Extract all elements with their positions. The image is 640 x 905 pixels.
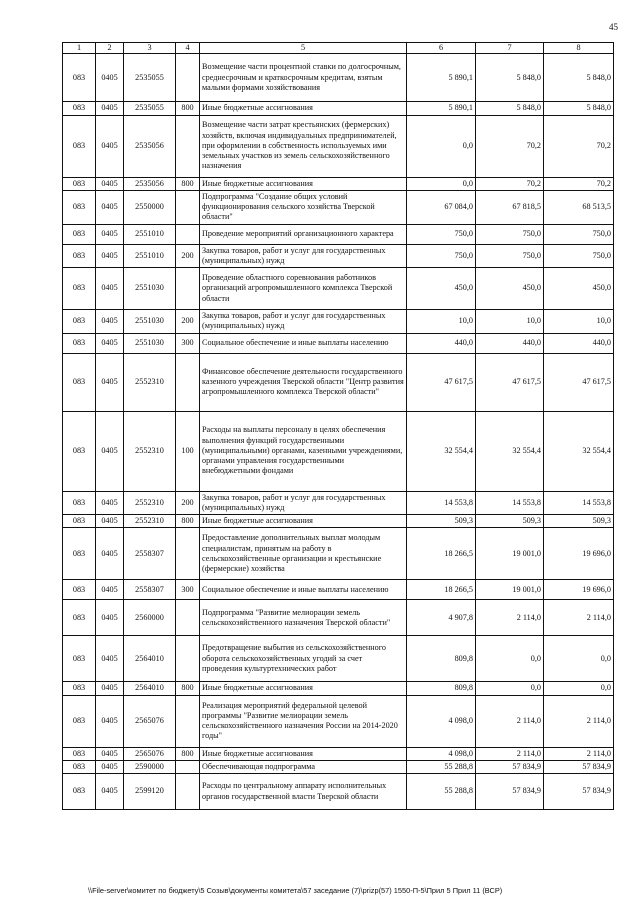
cell-amount-year-3: 0,0 [544,636,614,682]
cell-section-code: 0405 [96,760,124,773]
cell-expense-type [176,695,200,747]
cell-amount-year-1: 0,0 [407,177,476,190]
cell-amount-year-2: 32 554,4 [476,411,544,491]
cell-section-code: 0405 [96,190,124,224]
cell-amount-year-2: 19 001,0 [476,580,544,600]
cell-expense-type [176,760,200,773]
cell-amount-year-3: 5 848,0 [544,54,614,102]
cell-description: Расходы по центральному аппарату исполнительных органов государственной власти Тверской области [200,774,407,810]
cell-amount-year-2: 5 848,0 [476,102,544,115]
cell-amount-year-2: 0,0 [476,682,544,695]
cell-target-article: 2552310 [124,411,176,491]
cell-description: Иные бюджетные ассигнования [200,515,407,528]
cell-section-code: 0405 [96,244,124,268]
cell-amount-year-1: 809,8 [407,636,476,682]
cell-amount-year-2: 750,0 [476,244,544,268]
cell-expense-type [176,600,200,636]
cell-target-article: 2552310 [124,515,176,528]
cell-target-article: 2535056 [124,177,176,190]
cell-amount-year-1: 5 890,1 [407,54,476,102]
cell-amount-year-2: 10,0 [476,310,544,334]
table-row [63,310,614,334]
cell-expense-type: 200 [176,310,200,334]
cell-section-code: 0405 [96,682,124,695]
cell-expense-type: 100 [176,411,200,491]
cell-admin-code: 083 [63,682,96,695]
cell-target-article: 2560000 [124,600,176,636]
cell-admin-code: 083 [63,333,96,353]
cell-expense-type [176,115,200,177]
cell-admin-code: 083 [63,102,96,115]
cell-amount-year-1: 55 288,8 [407,760,476,773]
cell-section-code: 0405 [96,268,124,310]
cell-description: Иные бюджетные ассигнования [200,102,407,115]
table-row [63,268,614,310]
table-row [63,411,614,491]
cell-amount-year-3: 14 553,8 [544,491,614,515]
cell-amount-year-2: 2 114,0 [476,695,544,747]
cell-description: Обеспечивающая подпрограмма [200,760,407,773]
cell-amount-year-1: 4 907,8 [407,600,476,636]
cell-target-article: 2551030 [124,333,176,353]
cell-section-code: 0405 [96,695,124,747]
cell-target-article: 2565076 [124,747,176,760]
header-col-2: 2 [96,43,124,54]
cell-amount-year-1: 10,0 [407,310,476,334]
cell-section-code: 0405 [96,600,124,636]
cell-admin-code: 083 [63,695,96,747]
cell-description: Иные бюджетные ассигнования [200,747,407,760]
table-row [63,747,614,760]
cell-amount-year-1: 4 098,0 [407,747,476,760]
header-col-1: 1 [63,43,96,54]
cell-amount-year-3: 2 114,0 [544,600,614,636]
cell-amount-year-1: 450,0 [407,268,476,310]
header-col-5: 5 [200,43,407,54]
cell-amount-year-3: 2 114,0 [544,695,614,747]
cell-description: Расходы на выплаты персоналу в целях обеспечения выполнения функций государственными (муниципальными) органами, казенными учреждениями, органами управления государственными внебюджетными фондами [200,411,407,491]
cell-amount-year-1: 14 553,8 [407,491,476,515]
cell-amount-year-1: 32 554,4 [407,411,476,491]
cell-description: Закупка товаров, работ и услуг для государственных (муниципальных) нужд [200,244,407,268]
cell-admin-code: 083 [63,528,96,580]
cell-amount-year-3: 450,0 [544,268,614,310]
cell-section-code: 0405 [96,54,124,102]
cell-amount-year-1: 440,0 [407,333,476,353]
cell-expense-type: 200 [176,491,200,515]
cell-section-code: 0405 [96,636,124,682]
table-row [63,774,614,810]
table-row [63,695,614,747]
cell-amount-year-1: 509,3 [407,515,476,528]
cell-admin-code: 083 [63,54,96,102]
cell-amount-year-2: 67 818,5 [476,190,544,224]
budget-table [62,42,614,810]
cell-expense-type [176,528,200,580]
cell-amount-year-2: 57 834,9 [476,774,544,810]
cell-target-article: 2535055 [124,54,176,102]
cell-target-article: 2551010 [124,224,176,244]
cell-admin-code: 083 [63,636,96,682]
cell-expense-type: 200 [176,244,200,268]
cell-amount-year-3: 10,0 [544,310,614,334]
cell-amount-year-3: 70,2 [544,115,614,177]
cell-target-article: 2551030 [124,310,176,334]
cell-expense-type [176,224,200,244]
cell-description: Проведение мероприятий организационного характера [200,224,407,244]
cell-admin-code: 083 [63,310,96,334]
cell-amount-year-3: 32 554,4 [544,411,614,491]
cell-admin-code: 083 [63,268,96,310]
cell-amount-year-2: 70,2 [476,115,544,177]
cell-amount-year-3: 47 617,5 [544,353,614,411]
cell-description: Социальное обеспечение и иные выплаты населению [200,580,407,600]
cell-section-code: 0405 [96,177,124,190]
cell-amount-year-1: 67 084,0 [407,190,476,224]
cell-amount-year-1: 47 617,5 [407,353,476,411]
table-header-row [63,43,614,54]
cell-section-code: 0405 [96,491,124,515]
cell-target-article: 2590000 [124,760,176,773]
cell-amount-year-2: 0,0 [476,636,544,682]
cell-expense-type: 800 [176,515,200,528]
cell-admin-code: 083 [63,774,96,810]
cell-amount-year-3: 750,0 [544,224,614,244]
page-number: 45 [609,22,618,32]
cell-amount-year-3: 440,0 [544,333,614,353]
cell-admin-code: 083 [63,760,96,773]
cell-description: Реализация мероприятий федеральной целевой программы "Развитие мелиорации земель сельскохозяйственного назначения России на 2014-2020 годы" [200,695,407,747]
header-col-7: 7 [476,43,544,54]
cell-amount-year-3: 509,3 [544,515,614,528]
cell-admin-code: 083 [63,600,96,636]
cell-amount-year-2: 2 114,0 [476,747,544,760]
cell-amount-year-1: 4 098,0 [407,695,476,747]
cell-target-article: 2535055 [124,102,176,115]
cell-target-article: 2564010 [124,636,176,682]
cell-description: Финансовое обеспечение деятельности государственного казенного учреждения Тверской области "Центр развития агропромышленного комплекса Тверской области" [200,353,407,411]
cell-expense-type: 300 [176,580,200,600]
cell-expense-type [176,190,200,224]
cell-expense-type: 300 [176,333,200,353]
cell-amount-year-1: 750,0 [407,244,476,268]
cell-section-code: 0405 [96,353,124,411]
header-col-4: 4 [176,43,200,54]
table-row [63,515,614,528]
cell-amount-year-2: 19 001,0 [476,528,544,580]
table-row [63,528,614,580]
cell-description: Иные бюджетные ассигнования [200,177,407,190]
header-col-6: 6 [407,43,476,54]
cell-section-code: 0405 [96,747,124,760]
cell-amount-year-1: 5 890,1 [407,102,476,115]
cell-amount-year-3: 68 513,5 [544,190,614,224]
table-row [63,600,614,636]
cell-description: Закупка товаров, работ и услуг для государственных (муниципальных) нужд [200,310,407,334]
cell-admin-code: 083 [63,190,96,224]
cell-target-article: 2535056 [124,115,176,177]
cell-amount-year-2: 14 553,8 [476,491,544,515]
cell-amount-year-3: 19 696,0 [544,528,614,580]
cell-amount-year-1: 55 288,8 [407,774,476,810]
cell-admin-code: 083 [63,747,96,760]
table-row [63,333,614,353]
table-row [63,115,614,177]
cell-target-article: 2564010 [124,682,176,695]
cell-admin-code: 083 [63,353,96,411]
header-col-8: 8 [544,43,614,54]
cell-amount-year-3: 57 834,9 [544,760,614,773]
cell-description: Подпрограмма "Создание общих условий функционирования сельского хозяйства Тверской области" [200,190,407,224]
cell-amount-year-3: 2 114,0 [544,747,614,760]
table-row [63,177,614,190]
cell-expense-type: 800 [176,747,200,760]
cell-amount-year-2: 440,0 [476,333,544,353]
cell-target-article: 2565076 [124,695,176,747]
cell-expense-type: 800 [176,177,200,190]
cell-amount-year-2: 2 114,0 [476,600,544,636]
cell-description: Подпрограмма "Развитие мелиорации земель сельскохозяйственного назначения Тверской области" [200,600,407,636]
cell-admin-code: 083 [63,411,96,491]
table-row [63,682,614,695]
cell-section-code: 0405 [96,528,124,580]
table-row [63,760,614,773]
header-col-3: 3 [124,43,176,54]
cell-target-article: 2551010 [124,244,176,268]
cell-amount-year-3: 19 696,0 [544,580,614,600]
cell-target-article: 2558307 [124,528,176,580]
cell-amount-year-2: 750,0 [476,224,544,244]
cell-section-code: 0405 [96,224,124,244]
cell-section-code: 0405 [96,515,124,528]
cell-admin-code: 083 [63,580,96,600]
cell-amount-year-3: 70,2 [544,177,614,190]
cell-admin-code: 083 [63,224,96,244]
cell-section-code: 0405 [96,102,124,115]
table-row [63,54,614,102]
cell-section-code: 0405 [96,333,124,353]
cell-amount-year-1: 750,0 [407,224,476,244]
cell-amount-year-1: 0,0 [407,115,476,177]
cell-description: Предотвращение выбытия из сельскохозяйственного оборота сельскохозяйственных угодий за счет проведения культуртехнических работ [200,636,407,682]
cell-section-code: 0405 [96,310,124,334]
cell-amount-year-1: 809,8 [407,682,476,695]
cell-expense-type [176,636,200,682]
cell-amount-year-1: 18 266,5 [407,580,476,600]
cell-amount-year-2: 5 848,0 [476,54,544,102]
cell-description: Возмещение части процентной ставки по долгосрочным, среднесрочным и краткосрочным кредитам, взятым малыми формами хозяйствования [200,54,407,102]
cell-amount-year-2: 70,2 [476,177,544,190]
cell-amount-year-2: 47 617,5 [476,353,544,411]
cell-target-article: 2599120 [124,774,176,810]
cell-description: Предоставление дополнительных выплат молодым специалистам, принятым на работу в сельскохозяйственные организации и крестьянские (фермерские) хозяйства [200,528,407,580]
table-row [63,190,614,224]
cell-target-article: 2552310 [124,491,176,515]
table-row [63,102,614,115]
cell-amount-year-3: 5 848,0 [544,102,614,115]
cell-description: Возмещение части затрат крестьянских (фермерских) хозяйств, включая индивидуальных предпринимателей, при оформлении в собственность используемых ими земельных участков из земель сельскохозяйственного назначения [200,115,407,177]
cell-section-code: 0405 [96,580,124,600]
table-row [63,491,614,515]
cell-expense-type: 800 [176,102,200,115]
cell-expense-type [176,353,200,411]
cell-target-article: 2551030 [124,268,176,310]
cell-expense-type: 800 [176,682,200,695]
cell-section-code: 0405 [96,411,124,491]
cell-amount-year-3: 750,0 [544,244,614,268]
cell-section-code: 0405 [96,115,124,177]
cell-target-article: 2552310 [124,353,176,411]
cell-amount-year-3: 0,0 [544,682,614,695]
cell-amount-year-2: 57 834,9 [476,760,544,773]
table-row [63,580,614,600]
cell-amount-year-3: 57 834,9 [544,774,614,810]
cell-expense-type [176,268,200,310]
cell-amount-year-2: 509,3 [476,515,544,528]
cell-admin-code: 083 [63,177,96,190]
table-row [63,636,614,682]
cell-description: Иные бюджетные ассигнования [200,682,407,695]
cell-description: Закупка товаров, работ и услуг для государственных (муниципальных) нужд [200,491,407,515]
cell-description: Проведение областного соревнования работников организаций агропромышленного комплекса Тверской области [200,268,407,310]
cell-admin-code: 083 [63,244,96,268]
cell-expense-type [176,54,200,102]
cell-admin-code: 083 [63,515,96,528]
cell-target-article: 2550000 [124,190,176,224]
file-path-footer: \\File-server\комитет по бюджету\5 Созыв\документы комитета\57 заседание (7)\prizp(57) 1550-П-5\Прил 5 Прил 11 (ВСР) [88,886,503,895]
cell-description: Социальное обеспечение и иные выплаты населению [200,333,407,353]
cell-section-code: 0405 [96,774,124,810]
cell-expense-type [176,774,200,810]
table-row [63,244,614,268]
cell-amount-year-1: 18 266,5 [407,528,476,580]
cell-target-article: 2558307 [124,580,176,600]
table-row [63,224,614,244]
table-row [63,353,614,411]
cell-admin-code: 083 [63,115,96,177]
cell-admin-code: 083 [63,491,96,515]
cell-amount-year-2: 450,0 [476,268,544,310]
